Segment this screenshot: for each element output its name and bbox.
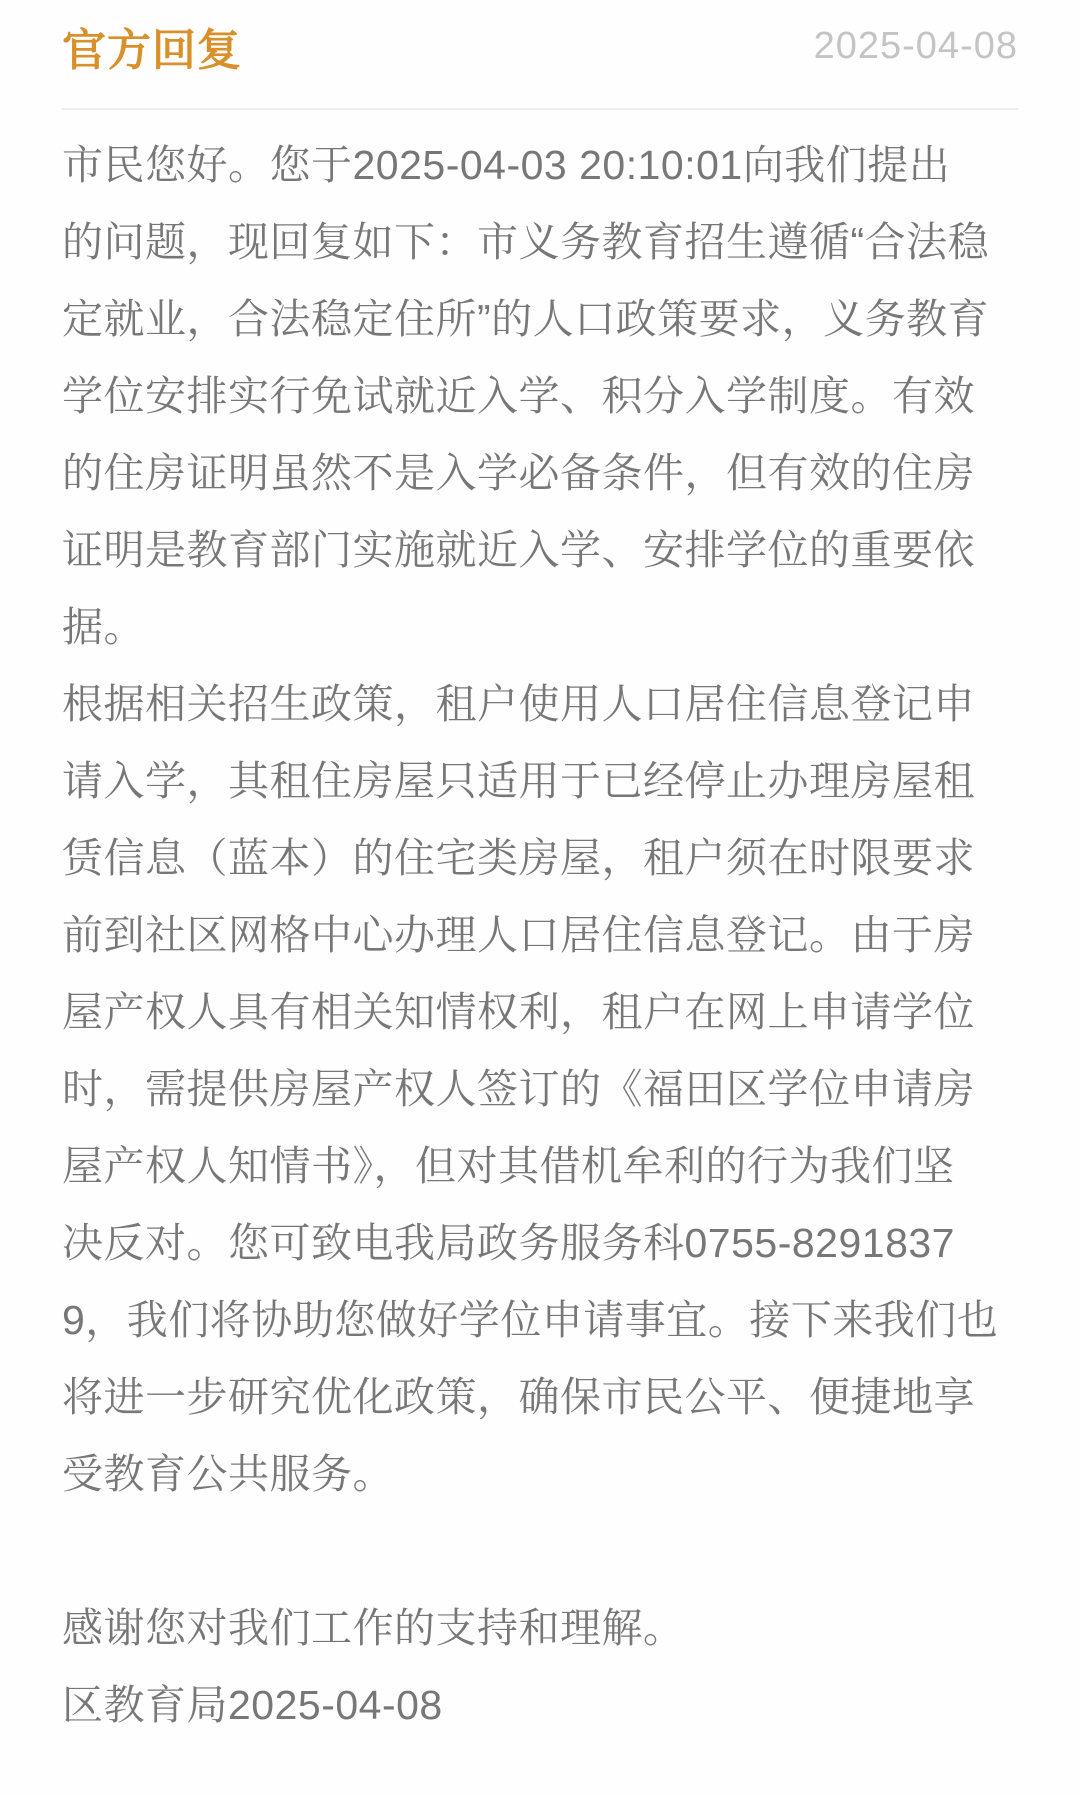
body-line: 屋产权人具有相关知情权利，租户在网上申请学位 xyxy=(62,989,975,1035)
reply-header-date: 2025-04-08 xyxy=(813,24,1018,67)
body-line: 的住房证明虽然不是入学必备条件，但有效的住房 xyxy=(62,450,975,496)
body-line: 将进一步研究优化政策，确保市民公平、便捷地享 xyxy=(62,1374,975,1420)
body-line: 根据相关招生政策，租户使用人口居住信息登记申 xyxy=(62,681,975,727)
body-line: 9，我们将协助您做好学位申请事宜。接下来我们也 xyxy=(62,1297,999,1343)
body-line: 证明是教育部门实施就近入学、安排学位的重要依 xyxy=(62,527,975,573)
body-line: 定就业，合法稳定住所”的人口政策要求，义务教育 xyxy=(62,296,990,342)
body-line: 区教育局2025-04-08 xyxy=(62,1682,443,1728)
body-line: 时，需提供房屋产权人签订的《福田区学位申请房 xyxy=(62,1066,975,1112)
reply-header xyxy=(62,0,1018,110)
reply-body-text xyxy=(62,110,1018,1744)
reply-header-title: 官方回复 xyxy=(62,26,242,75)
body-line: 请入学，其租住房屋只适用于已经停止办理房屋租 xyxy=(62,758,975,804)
body-line-spacer xyxy=(62,1513,1018,1590)
body-line: 学位安排实行免试就近入学、积分入学制度。有效 xyxy=(62,373,975,419)
body-line: 受教育公共服务。 xyxy=(62,1451,394,1497)
body-line: 市民您好。您于2025-04-03 20:10:01向我们提出 xyxy=(62,142,951,188)
body-line: 决反对。您可致电我局政务服务科0755-8291837 xyxy=(62,1220,955,1266)
body-line: 感谢您对我们工作的支持和理解。 xyxy=(62,1605,685,1651)
body-line: 据。 xyxy=(62,604,145,650)
body-line: 的问题，现回复如下：市义务教育招生遵循“合法稳 xyxy=(62,219,990,265)
body-line: 前到社区网格中心办理人口居住信息登记。由于房 xyxy=(62,912,975,958)
body-line: 屋产权人知情书》，但对其借机牟利的行为我们坚 xyxy=(62,1143,955,1189)
body-line: 赁信息（蓝本）的住宅类房屋，租户须在时限要求 xyxy=(62,835,975,881)
